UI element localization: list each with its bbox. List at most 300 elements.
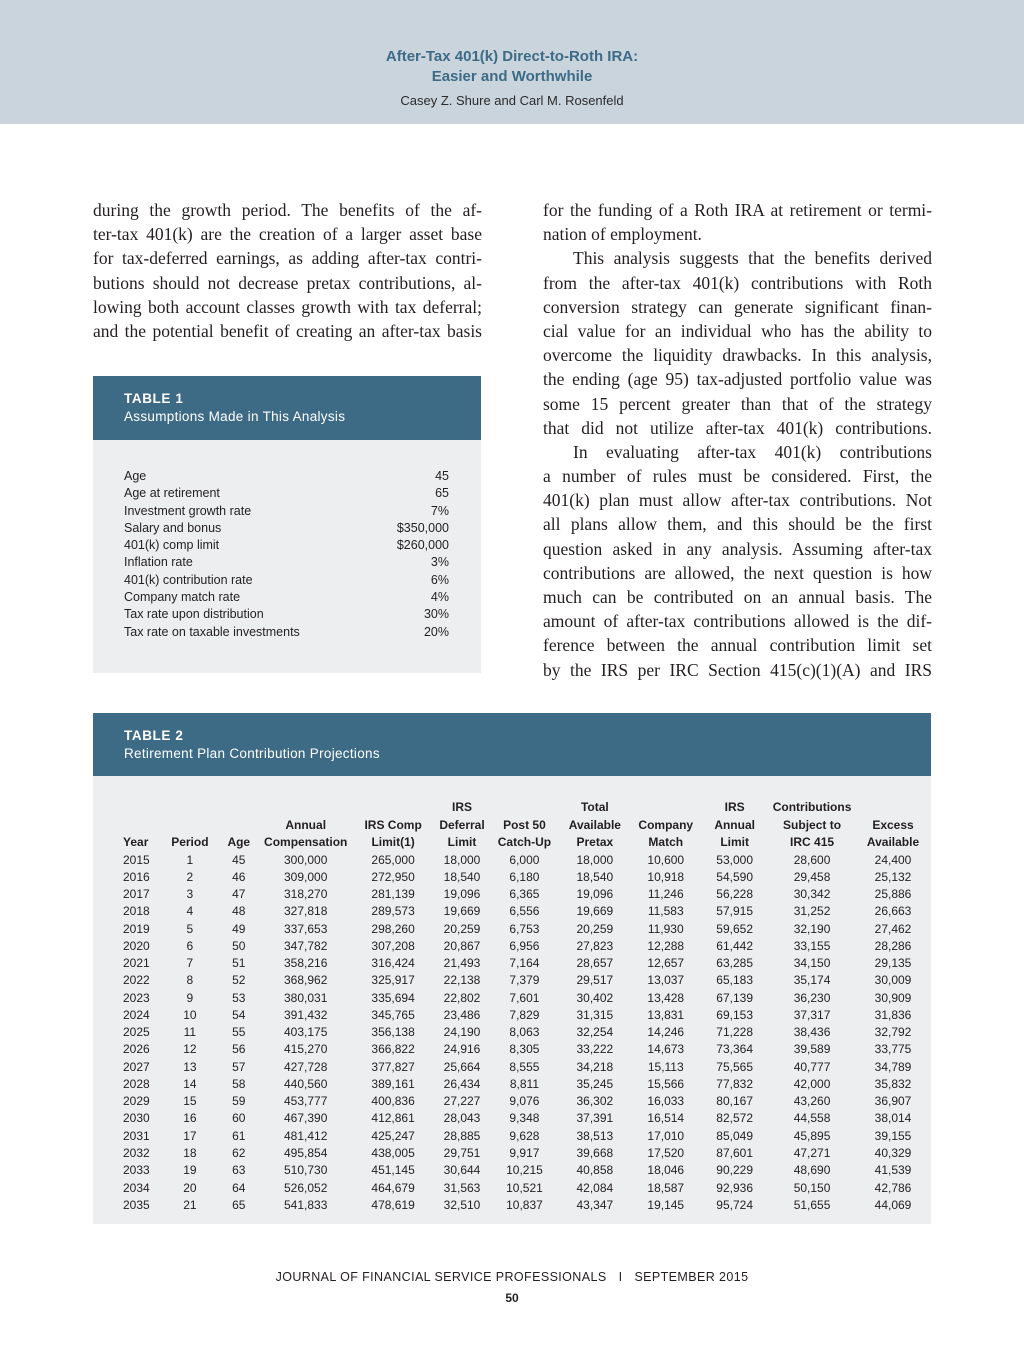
table-cell: 13,037	[647, 973, 685, 988]
table-cell: 20,259	[443, 921, 481, 936]
assumption-label: Age	[124, 469, 147, 483]
table-cell: 50	[232, 938, 246, 953]
table-cell: 67,139	[716, 990, 753, 1005]
column-header-line: IRS	[452, 800, 473, 814]
assumption-value: 7%	[430, 503, 449, 518]
table-cell: 318,270	[284, 887, 328, 902]
table-cell: 31,836	[874, 1007, 912, 1022]
table-cell: 27,227	[443, 1094, 481, 1109]
table-cell: 27,462	[874, 921, 912, 936]
table-cell: 2029	[123, 1094, 150, 1109]
table-cell: 30,342	[793, 887, 831, 902]
assumption-row	[124, 485, 449, 502]
table-cell: 18,000	[443, 852, 481, 867]
column-header-line: Compensation	[264, 835, 348, 849]
table-cell: 17,010	[647, 1128, 685, 1143]
journal-footer	[0, 1270, 1024, 1284]
table-cell: 30,009	[874, 973, 912, 988]
text-line: all plans allow them, and this should be the first	[543, 514, 932, 535]
table-cell: 6,753	[509, 921, 540, 936]
table-cell: 92,936	[716, 1180, 753, 1195]
table-cell: 356,138	[371, 1025, 415, 1040]
table-cell: 389,161	[371, 1076, 415, 1091]
table-cell: 16,033	[647, 1094, 685, 1109]
table-cell: 21,493	[443, 956, 481, 971]
column-header	[769, 799, 855, 852]
table-cell: 39,589	[793, 1042, 831, 1057]
table-cell: 541,833	[284, 1197, 328, 1212]
table-cell: 28,885	[443, 1128, 481, 1143]
table-cell: 44,069	[874, 1197, 912, 1212]
table-cell: 2028	[123, 1076, 150, 1091]
text-line: by the IRS per IRC Section 415(c)(1)(A) and IRS	[543, 659, 932, 680]
assumption-label: Inflation rate	[124, 555, 193, 570]
text-line: conversion strategy can generate significant finan-	[543, 296, 932, 317]
table-cell: 478,619	[371, 1197, 415, 1212]
table-cell: 510,730	[284, 1163, 328, 1178]
column-header-line: IRC 415	[790, 835, 835, 849]
table-cell: 7,829	[509, 1007, 540, 1022]
table-cell: 345,765	[371, 1007, 415, 1022]
table-cell: 2020	[123, 938, 150, 953]
table-cell: 30,402	[576, 990, 614, 1005]
table-cell: 60	[232, 1111, 246, 1126]
table-cell: 56,228	[716, 887, 753, 902]
table-cell: 63,285	[716, 956, 753, 971]
table-cell: 9,348	[509, 1111, 540, 1126]
column-header-line: Period	[171, 835, 209, 849]
table-cell: 8,305	[509, 1042, 540, 1057]
table-cell: 75,565	[716, 1059, 753, 1074]
table-cell: 19,096	[443, 887, 481, 902]
column-header	[259, 799, 353, 852]
table-cell: 24,916	[443, 1042, 481, 1057]
table-cell: 53,000	[716, 852, 753, 867]
text-line: overcome the liquidity drawbacks. In this analysis,	[543, 345, 932, 366]
table-cell: 57,915	[716, 904, 753, 919]
column-header-line: Year	[123, 835, 149, 849]
table-row	[123, 852, 931, 869]
table-cell: 6,000	[509, 852, 540, 867]
table-cell: 2033	[123, 1163, 150, 1178]
table-cell: 28,286	[874, 938, 912, 953]
table-cell: 2015	[123, 852, 150, 867]
table2-label: TABLE 2	[124, 728, 184, 743]
table-cell: 2026	[123, 1042, 150, 1057]
table-cell: 32,190	[793, 921, 831, 936]
table-cell: 15,113	[647, 1059, 684, 1074]
table-cell: 36,302	[576, 1094, 614, 1109]
table-cell: 35,174	[793, 973, 831, 988]
assumption-label: 401(k) comp limit	[124, 538, 220, 553]
table-cell: 22,138	[443, 973, 481, 988]
table-cell: 30,909	[874, 990, 912, 1005]
table-cell: 31,315	[576, 1007, 614, 1022]
assumption-label: Investment growth rate	[124, 503, 252, 518]
table-row	[123, 921, 931, 938]
table-cell: 32,792	[874, 1025, 912, 1040]
table-cell: 65	[232, 1197, 246, 1212]
table-cell: 46	[232, 869, 246, 884]
table-cell: 90,229	[716, 1163, 753, 1178]
table-cell: 15,566	[647, 1076, 685, 1091]
text-line: nation of employment.	[543, 224, 702, 245]
table-cell: 2032	[123, 1146, 150, 1161]
table-cell: 2027	[123, 1059, 150, 1074]
table-cell: 325,917	[371, 973, 415, 988]
text-line: and the potential benefit of creating an after-tax basis	[93, 320, 482, 341]
column-header-line: Contributions	[772, 800, 852, 814]
table-cell: 54,590	[716, 869, 753, 884]
table-cell: 8,811	[509, 1076, 540, 1091]
article-header	[0, 0, 1024, 124]
table1-subtitle: Assumptions Made in This Analysis	[124, 409, 346, 424]
assumption-value: 20%	[423, 624, 449, 639]
table-cell: 9,917	[509, 1146, 540, 1161]
table2-header	[93, 713, 931, 776]
table-cell: 41,539	[874, 1163, 912, 1178]
table-cell: 87,601	[716, 1146, 753, 1161]
table-cell: 281,139	[371, 887, 415, 902]
table-cell: 22,802	[443, 990, 481, 1005]
table-cell: 43,347	[576, 1197, 614, 1212]
table-cell: 265,000	[371, 852, 415, 867]
table-cell: 403,175	[284, 1025, 328, 1040]
table-cell: 377,827	[371, 1059, 415, 1074]
table-cell: 50,150	[793, 1180, 831, 1195]
table-cell: 453,777	[284, 1094, 328, 1109]
table-cell: 35,832	[874, 1076, 912, 1091]
table-cell: 9	[186, 990, 194, 1005]
text-line: This analysis suggests that the benefits derived	[573, 248, 932, 269]
table-cell: 337,653	[284, 921, 328, 936]
table-row	[123, 1007, 931, 1024]
table-cell: 18	[183, 1146, 197, 1161]
table-cell: 12,288	[647, 938, 685, 953]
table-cell: 2017	[123, 887, 150, 902]
table-cell: 64	[232, 1180, 246, 1195]
text-line: for tax-deferred earnings, as adding after-tax contri-	[93, 248, 482, 269]
column-header-line: Company	[638, 817, 694, 832]
text-line: much can be contributed on an annual basis. The	[543, 587, 932, 607]
table-row	[123, 903, 931, 920]
assumption-value: 45	[435, 469, 449, 483]
table-cell: 57	[232, 1059, 246, 1074]
table-cell: 45	[232, 852, 246, 867]
text-line: cial value for an individual who has the ability to	[543, 320, 932, 341]
table-cell: 25,886	[874, 887, 912, 902]
table-cell: 16,514	[647, 1111, 685, 1126]
column-header	[123, 799, 161, 852]
table-cell: 10	[183, 1007, 197, 1022]
table-cell: 2035	[123, 1197, 150, 1212]
column-header-line: Deferral	[439, 817, 485, 832]
table-cell: 2023	[123, 990, 150, 1005]
assumption-value: 3%	[430, 555, 449, 570]
table-cell: 20,867	[443, 938, 481, 953]
table-cell: 18,540	[443, 869, 481, 884]
assumption-row	[124, 554, 449, 571]
table-cell: 3	[186, 887, 194, 902]
text-line: 401(k) plan must allow after-tax contributions. Not	[543, 490, 932, 511]
table-cell: 69,153	[716, 1007, 753, 1022]
column-header-line: Match	[648, 835, 684, 849]
table-cell: 8,555	[509, 1059, 540, 1074]
table-cell: 7,164	[509, 956, 540, 971]
column-header-line: Available	[568, 817, 621, 832]
table-cell: 31,252	[793, 904, 831, 919]
table-cell: 2031	[123, 1128, 150, 1143]
assumption-label: Age at retirement	[124, 486, 220, 501]
table-cell: 37,317	[793, 1007, 831, 1022]
table-cell: 17	[183, 1128, 197, 1143]
table-cell: 77,832	[716, 1076, 753, 1091]
column-header	[558, 799, 631, 852]
table-cell: 49	[232, 921, 246, 936]
table-cell: 11,930	[647, 921, 684, 936]
table-cell: 30,644	[443, 1163, 481, 1178]
table-cell: 28,043	[443, 1111, 481, 1126]
column-header	[353, 799, 434, 852]
table-cell: 12,657	[647, 956, 685, 971]
table-cell: 400,836	[371, 1094, 415, 1109]
table-cell: 36,907	[874, 1094, 912, 1109]
table-cell: 29,458	[793, 869, 831, 884]
text-line: the ending (age 95) tax-adjusted portfolio value was	[543, 369, 932, 390]
table-row	[123, 990, 931, 1007]
table-cell: 51	[232, 956, 246, 971]
table-cell: 366,822	[371, 1042, 415, 1057]
table-cell: 35,245	[576, 1076, 614, 1091]
table-cell: 309,000	[284, 869, 328, 884]
table-cell: 9,628	[509, 1128, 540, 1143]
table-cell: 33,155	[793, 938, 831, 953]
table-row	[123, 1162, 931, 1179]
table-cell: 40,858	[576, 1163, 614, 1178]
table-cell: 6	[186, 938, 194, 953]
text-line: some 15 percent greater than that of the strategy	[543, 393, 932, 414]
table-cell: 36,230	[793, 990, 831, 1005]
table-cell: 34,150	[793, 956, 831, 971]
table-cell: 23,486	[443, 1007, 481, 1022]
text-line: amount of after-tax contributions allowed is the dif-	[543, 611, 932, 632]
table-cell: 9,076	[509, 1094, 540, 1109]
table-cell: 61,442	[716, 938, 753, 953]
table-cell: 10,521	[506, 1180, 543, 1195]
table-cell: 39,155	[874, 1128, 912, 1143]
table-cell: 17,520	[647, 1146, 685, 1161]
table-cell: 51,655	[793, 1197, 831, 1212]
article-title-line2: Easier and Worthwhile	[431, 68, 593, 85]
column-header-line: Limit(1)	[371, 835, 415, 849]
table-cell: 18,540	[576, 869, 614, 884]
table-cell: 15	[183, 1094, 197, 1109]
table-cell: 29,751	[443, 1146, 481, 1161]
table-cell: 380,031	[284, 990, 328, 1005]
assumption-row	[124, 468, 449, 485]
column-header-line: IRS	[724, 800, 745, 814]
table-cell: 34,789	[874, 1059, 912, 1074]
table-cell: 40,329	[874, 1146, 912, 1161]
table-cell: 467,390	[284, 1111, 328, 1126]
table1-header	[93, 376, 481, 440]
table-cell: 412,861	[371, 1111, 415, 1126]
table-cell: 391,432	[284, 1007, 328, 1022]
table-cell: 10,837	[506, 1197, 543, 1212]
table-cell: 32,510	[443, 1197, 481, 1212]
column-header-line: Pretax	[576, 835, 614, 849]
table-cell: 2024	[123, 1007, 150, 1022]
table-cell: 335,694	[371, 990, 415, 1005]
table-cell: 5	[186, 921, 194, 936]
journal-name: JOURNAL OF FINANCIAL SERVICE PROFESSIONALS	[275, 1270, 607, 1284]
assumption-value: $350,000	[396, 520, 449, 535]
table-cell: 29,517	[576, 973, 614, 988]
table-cell: 37,391	[576, 1111, 614, 1126]
table-cell: 54	[232, 1007, 246, 1022]
table-cell: 32,254	[576, 1025, 614, 1040]
table-cell: 53	[232, 990, 246, 1005]
table-cell: 6,180	[509, 869, 540, 884]
column-header-line: Post 50	[503, 817, 546, 832]
table-row	[123, 972, 931, 989]
table-cell: 95,724	[716, 1197, 753, 1212]
table-cell: 1	[186, 852, 194, 867]
table-row	[123, 869, 931, 886]
table-cell: 289,573	[371, 904, 415, 919]
table-cell: 13,428	[647, 990, 685, 1005]
text-line: butions should not decrease pretax contributions, al-	[93, 272, 482, 293]
column-header-line: Total	[580, 800, 609, 814]
assumption-row	[124, 520, 449, 537]
column-header	[631, 799, 700, 852]
table-cell: 38,513	[576, 1128, 614, 1143]
table-cell: 358,216	[284, 956, 328, 971]
text-line: a number of rules must be considered. First, the	[543, 466, 932, 487]
table-cell: 48	[232, 904, 246, 919]
table-cell: 300,000	[284, 852, 328, 867]
table-row	[123, 955, 931, 972]
table-cell: 27,823	[576, 938, 614, 953]
table-cell: 2030	[123, 1111, 150, 1126]
assumptions-list	[124, 468, 449, 641]
table-cell: 18,000	[576, 852, 614, 867]
right-column-text	[543, 198, 932, 682]
text-line: contributions are allowed, the next question is how	[543, 562, 932, 583]
table2-subtitle: Retirement Plan Contribution Projections	[124, 746, 380, 761]
table-cell: 38,014	[874, 1111, 912, 1126]
table-row	[123, 938, 931, 955]
text-line: that did not utilize after-tax 401(k) contributions.	[543, 417, 932, 438]
table-cell: 58	[232, 1076, 246, 1091]
text-line: during the growth period. The benefits of the af-	[93, 200, 482, 220]
table-cell: 33,775	[874, 1042, 912, 1057]
table-cell: 13,831	[647, 1007, 685, 1022]
table-cell: 8,063	[509, 1025, 540, 1040]
table-cell: 82,572	[716, 1111, 753, 1126]
table-row	[123, 1128, 931, 1145]
column-header	[219, 799, 259, 852]
column-header	[490, 799, 558, 852]
table-cell: 56	[232, 1042, 246, 1057]
table-cell: 47,271	[793, 1146, 831, 1161]
table-row	[123, 1059, 931, 1076]
table-cell: 25,664	[443, 1059, 481, 1074]
table-cell: 18,046	[647, 1163, 685, 1178]
table-cell: 18,587	[647, 1180, 685, 1195]
table-cell: 7	[186, 956, 194, 971]
table-cell: 6,365	[509, 887, 540, 902]
article-title-line1: After-Tax 401(k) Direct-to-Roth IRA:	[385, 48, 639, 65]
column-header	[700, 799, 769, 852]
table-cell: 59	[232, 1094, 246, 1109]
table-cell: 7,601	[509, 990, 540, 1005]
table-cell: 19,669	[576, 904, 614, 919]
column-header	[855, 799, 931, 852]
table-cell: 40,777	[793, 1059, 831, 1074]
text-line: for the funding of a Roth IRA at retirement or termi-	[543, 200, 932, 220]
table-cell: 73,364	[716, 1042, 753, 1057]
table2-projections	[93, 713, 931, 1224]
table-cell: 85,049	[716, 1128, 753, 1143]
column-header-line: Limit	[447, 835, 477, 849]
table-cell: 19,145	[647, 1197, 685, 1212]
table-cell: 451,145	[371, 1163, 415, 1178]
table-cell: 298,260	[371, 921, 415, 936]
table-cell: 26,663	[874, 904, 912, 919]
table-cell: 48,690	[793, 1163, 831, 1178]
table-cell: 55	[232, 1025, 246, 1040]
table-cell: 10,918	[647, 869, 685, 884]
table-cell: 34,218	[576, 1059, 614, 1074]
table-cell: 42,084	[576, 1180, 614, 1195]
table-cell: 368,962	[284, 973, 328, 988]
table-cell: 438,005	[371, 1146, 415, 1161]
column-header-line: Age	[227, 835, 251, 849]
assumption-value: 30%	[423, 607, 449, 622]
text-line: lowing both account classes growth with tax deferral;	[93, 296, 482, 317]
table-cell: 526,052	[284, 1180, 328, 1195]
table-cell: 61	[232, 1128, 246, 1143]
table-cell: 20	[183, 1180, 197, 1195]
assumption-label: Tax rate on taxable investments	[124, 624, 300, 639]
table-cell: 47	[232, 887, 246, 902]
table-cell: 11	[183, 1025, 197, 1040]
table-cell: 440,560	[284, 1076, 328, 1091]
text-line: ference between the annual contribution limit set	[543, 635, 932, 656]
table-cell: 63	[232, 1163, 246, 1178]
projections-table	[123, 799, 931, 1214]
table-cell: 42,000	[793, 1076, 831, 1091]
text-line: question asked in any analysis. Assuming after-tax	[543, 538, 932, 559]
text-line: ter-tax 401(k) are the creation of a larger asset base	[93, 224, 482, 245]
table-cell: 19,669	[443, 904, 481, 919]
table-row	[123, 886, 931, 903]
issue-date: SEPTEMBER 2015	[634, 1270, 749, 1284]
table-row	[123, 1093, 931, 1110]
table-cell: 20,259	[576, 921, 614, 936]
table-cell: 347,782	[284, 938, 328, 953]
left-column-text	[93, 198, 482, 343]
table-cell: 2019	[123, 921, 150, 936]
text-line: In evaluating after-tax 401(k) contributions	[573, 441, 932, 462]
column-header-line: Annual	[714, 817, 755, 832]
table-cell: 31,563	[443, 1180, 481, 1195]
assumption-row	[124, 624, 449, 641]
table-cell: 2022	[123, 973, 150, 988]
table-cell: 59,652	[716, 921, 753, 936]
assumption-label: Tax rate upon distribution	[124, 607, 264, 622]
